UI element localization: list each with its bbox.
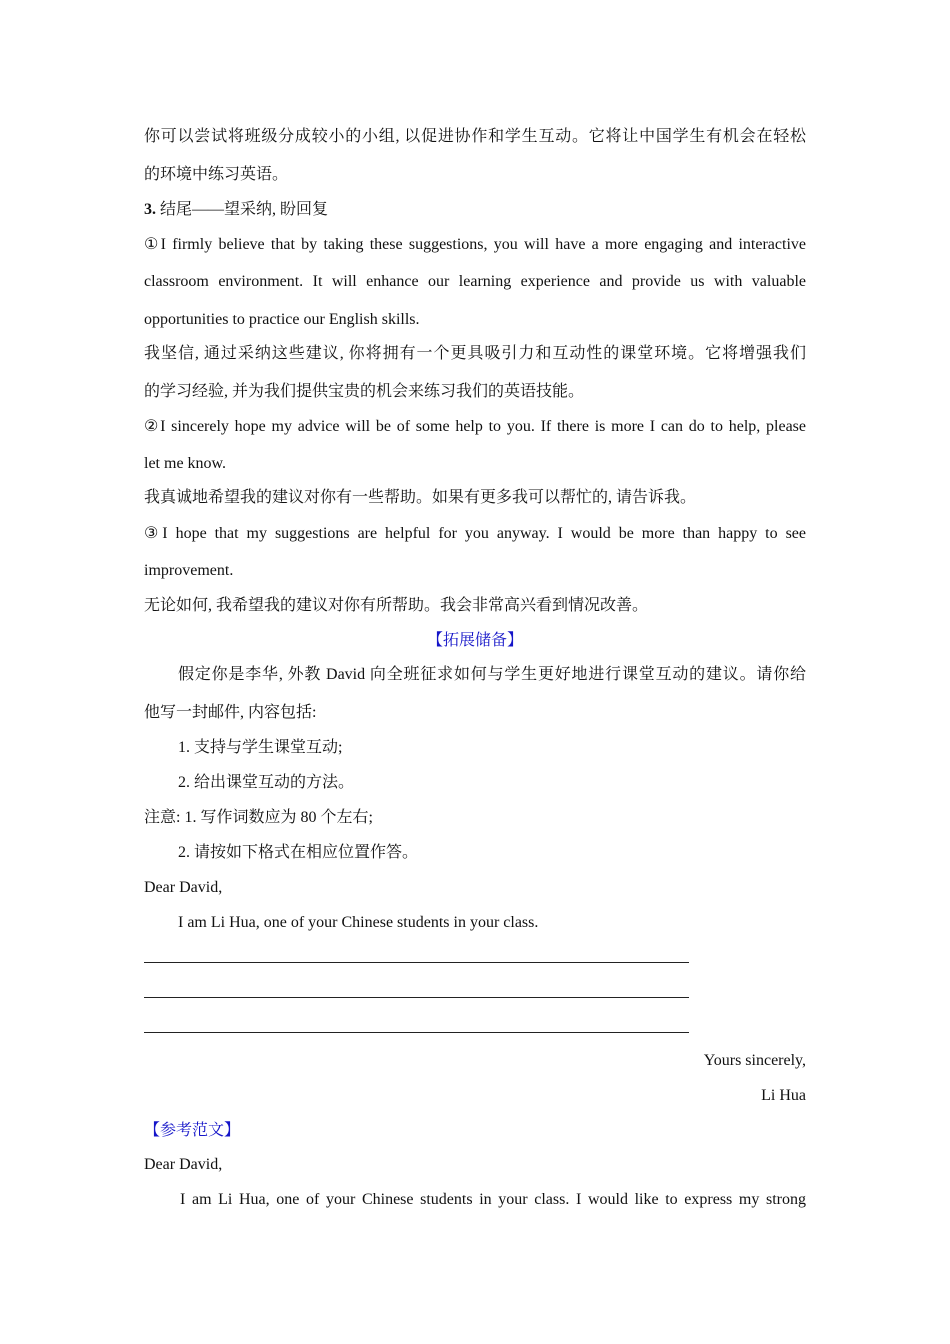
text-line: 我真诚地希望我的建议对你有一些帮助。如果有更多我可以帮忙的, 请告诉我。 bbox=[144, 489, 697, 506]
requirement-item: 1. 支持与学生课堂互动; bbox=[178, 739, 343, 756]
text-line: classroom environment. It will enhance our learning experience and provide us with valuable bbox=[144, 273, 806, 290]
note-line: 2. 请按如下格式在相应位置作答。 bbox=[178, 844, 419, 861]
letter-salutation: Dear David, bbox=[144, 879, 223, 896]
extension-heading: 【拓展储备】 bbox=[426, 632, 523, 649]
letter-signature: Li Hua bbox=[761, 1087, 806, 1104]
text-line: ①I firmly believe that by taking these suggestions, you will have a more engaging and interactive bbox=[144, 236, 806, 253]
prompt-line: 他写一封邮件, 内容包括: bbox=[144, 704, 317, 721]
letter-opening: I am Li Hua, one of your Chinese students in your class. bbox=[178, 914, 539, 931]
text-line: 的学习经验, 并为我们提供宝贵的机会来练习我们的英语技能。 bbox=[144, 383, 585, 400]
prompt-line: 假定你是李华, 外教 David 向全班征求如何与学生更好地进行课堂互动的建议。请你给 bbox=[178, 666, 806, 683]
text-line: ②I sincerely hope my advice will be of some help to you. If there is more I can do to help, please bbox=[144, 418, 806, 435]
section-title: 结尾——望采纳, 盼回复 bbox=[156, 201, 329, 218]
text-line: 无论如何, 我希望我的建议对你有所帮助。我会非常高兴看到情况改善。 bbox=[144, 597, 649, 614]
reference-heading: 【参考范文】 bbox=[144, 1122, 241, 1139]
answer-blank-line bbox=[144, 997, 689, 998]
reference-body-line: I am Li Hua, one of your Chinese students in your class. I would like to express my strong bbox=[180, 1191, 806, 1208]
text-line: ③I hope that my suggestions are helpful for you anyway. I would be more than happy to see bbox=[144, 525, 806, 542]
text-line: 的环境中练习英语。 bbox=[144, 166, 289, 183]
text-line: 你可以尝试将班级分成较小的小组, 以促进协作和学生互动。它将让中国学生有机会在轻松 bbox=[144, 128, 806, 145]
requirement-item: 2. 给出课堂互动的方法。 bbox=[178, 774, 355, 791]
section-number: 3. bbox=[144, 201, 156, 218]
text-line: improvement. bbox=[144, 562, 234, 579]
note-line: 注意: 1. 写作词数应为 80 个左右; bbox=[144, 809, 373, 826]
answer-blank-line bbox=[144, 962, 689, 963]
reference-salutation: Dear David, bbox=[144, 1156, 223, 1173]
answer-blank-line bbox=[144, 1032, 689, 1033]
text-line: opportunities to practice our English skills. bbox=[144, 311, 420, 328]
text-line: 我坚信, 通过采纳这些建议, 你将拥有一个更具吸引力和互动性的课堂环境。它将增强我们 bbox=[144, 345, 806, 362]
letter-closing: Yours sincerely, bbox=[703, 1052, 806, 1069]
section-3-heading bbox=[144, 199, 806, 221]
text-line: let me know. bbox=[144, 455, 227, 472]
